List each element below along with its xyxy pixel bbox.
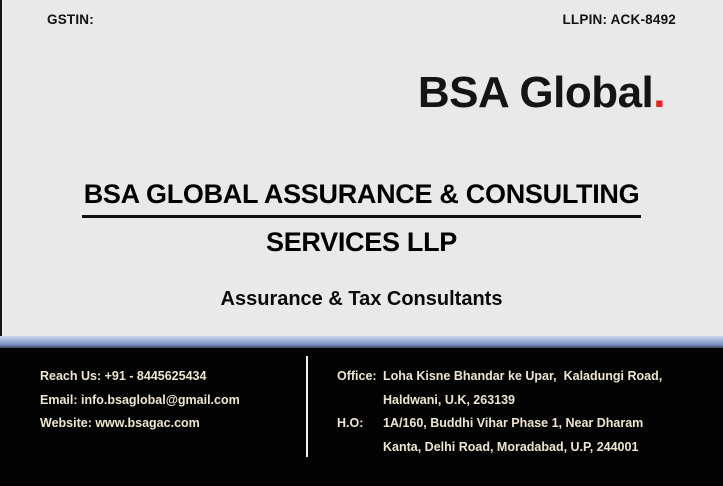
head-office-address-line1: 1A/160, Buddhi Vihar Phase 1, Near Dharam (383, 416, 644, 430)
registration-row (47, 12, 676, 27)
gstin-label: GSTIN: (47, 12, 94, 27)
office-address-lines (383, 365, 703, 412)
address-block (337, 365, 703, 459)
company-title-block (0, 179, 723, 258)
footer-bar (0, 348, 723, 486)
contact-block (40, 365, 240, 436)
office-address-row (337, 365, 703, 412)
decorative-blue-band (0, 336, 723, 348)
head-office-label: H.O: (337, 416, 364, 430)
office-label: Office: (337, 369, 377, 383)
logo-text: BSA Global (417, 68, 654, 117)
llpin-label: LLPIN: ACK-8492 (562, 12, 676, 27)
company-logo (418, 68, 665, 118)
company-title-line2: SERVICES LLP (266, 227, 457, 257)
office-address-line2: Haldwani, U.K, 263139 (383, 392, 516, 407)
head-office-address-row (337, 412, 703, 459)
footer-divider-line (306, 356, 308, 457)
office-address-line1: Loha Kisne Bhandar ke Upar, Kaladungi Road, (383, 369, 663, 383)
contact-website: Website: www.bsagac.com (40, 416, 200, 430)
company-tagline: Assurance & Tax Consultants (220, 288, 503, 310)
contact-phone: Reach Us: +91 - 8445625434 (40, 369, 207, 383)
logo-red-dot: . (653, 68, 665, 117)
head-office-address-line2: Kanta, Delhi Road, Moradabad, U.P, 244001 (383, 439, 639, 454)
company-title-line1: BSA GLOBAL ASSURANCE & CONSULTING (82, 179, 642, 218)
head-office-address-lines (383, 412, 703, 459)
contact-email: Email: info.bsaglobal@gmail.com (40, 392, 240, 407)
